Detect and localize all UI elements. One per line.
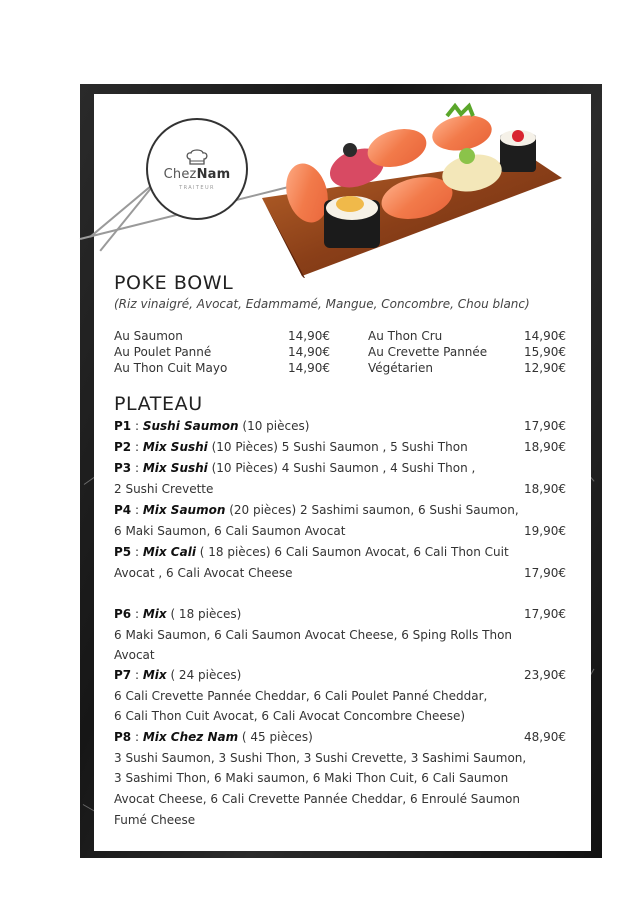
poke-item-price: 14,90€ — [288, 361, 330, 375]
poke-item-name: Au Thon Cuit Mayo — [114, 361, 228, 375]
plateau-p8-line2: 3 Sushi Saumon, 3 Sushi Thon, 3 Sushi Crevette, 3 Sashimi Saumon, — [114, 751, 527, 765]
plateau-p4-line: P4 : Mix Saumon (20 pièces) 2 Sashimi saumon, 6 Sushi Saumon, — [114, 503, 519, 517]
plateau-p1-price: 17,90€ — [524, 419, 566, 433]
poke-item-price: 14,90€ — [524, 329, 566, 343]
plateau-p7-price: 23,90€ — [524, 668, 566, 682]
plateau-p5-line2: Avocat , 6 Cali Avocat Cheese — [114, 566, 293, 580]
plateau-p2-price: 18,90€ — [524, 440, 566, 454]
plateau-title: PLATEAU — [114, 393, 203, 415]
poke-item-name: Végétarien — [368, 361, 433, 375]
plateau-p7-line3: 6 Cali Thon Cuit Avocat, 6 Cali Avocat Concombre Cheese) — [114, 709, 466, 723]
poke-bowl-title: POKE BOWL — [114, 272, 234, 294]
brand-name: ChezNam — [163, 167, 231, 182]
poke-item-name: Au Saumon — [114, 329, 183, 343]
brand-tagline: TRAITEUR — [179, 185, 215, 191]
poke-item-price: 14,90€ — [288, 345, 330, 359]
chef-hat-icon — [185, 148, 209, 166]
plateau-p6-price: 17,90€ — [524, 607, 566, 621]
poke-bowl-subtitle: (Riz vinaigré, Avocat, Edammamé, Mangue, Concombre, Chou blanc) — [114, 297, 530, 311]
plateau-p5-price: 17,90€ — [524, 566, 566, 580]
poke-item-price: 12,90€ — [524, 361, 566, 375]
plateau-p4-line2: 6 Maki Saumon, 6 Cali Saumon Avocat — [114, 524, 346, 538]
plateau-p6-line3: Avocat — [114, 648, 155, 662]
plateau-p2-line: P2 : Mix Sushi (10 Pièces) 5 Sushi Saumon , 5 Sushi Thon — [114, 440, 468, 454]
plateau-p8-line5: Fumé Cheese — [114, 813, 196, 827]
plateau-p5-line: P5 : Mix Cali ( 18 pièces) 6 Cali Saumon Avocat, 6 Cali Thon Cuit — [114, 545, 509, 559]
plateau-p6-line2: 6 Maki Saumon, 6 Cali Saumon Avocat Cheese, 6 Sping Rolls Thon — [114, 628, 513, 642]
brand-logo — [146, 118, 248, 220]
poke-item-name: Au Poulet Panné — [114, 345, 212, 359]
plateau-p7-line: P7 : Mix ( 24 pièces) — [114, 668, 242, 682]
plateau-p8-line: P8 : Mix Chez Nam ( 45 pièces) — [114, 730, 313, 744]
poke-item-price: 14,90€ — [288, 329, 330, 343]
plateau-p3-price: 18,90€ — [524, 482, 566, 496]
plateau-p8-line3: 3 Sashimi Thon, 6 Maki saumon, 6 Maki Thon Cuit, 6 Cali Saumon — [114, 771, 509, 785]
poke-item-name: Au Crevette Pannée — [368, 345, 488, 359]
sushi-platter-image — [262, 98, 566, 278]
poke-item-price: 15,90€ — [524, 345, 566, 359]
plateau-p3-line: P3 : Mix Sushi (10 Pièces) 4 Sushi Saumon , 4 Sushi Thon , — [114, 461, 476, 475]
plateau-p8-price: 48,90€ — [524, 730, 566, 744]
plateau-p6-line: P6 : Mix ( 18 pièces) — [114, 607, 242, 621]
plateau-p3-line2: 2 Sushi Crevette — [114, 482, 214, 496]
plateau-p7-line2: 6 Cali Crevette Pannée Cheddar, 6 Cali Poulet Panné Cheddar, — [114, 689, 488, 703]
poke-item-name: Au Thon Cru — [368, 329, 443, 343]
plateau-p1-line: P1 : Sushi Saumon (10 pièces) — [114, 419, 310, 433]
plateau-p8-line4: Avocat Cheese, 6 Cali Crevette Pannée Cheddar, 6 Enroulé Saumon — [114, 792, 520, 806]
plateau-p4-price: 19,90€ — [524, 524, 566, 538]
